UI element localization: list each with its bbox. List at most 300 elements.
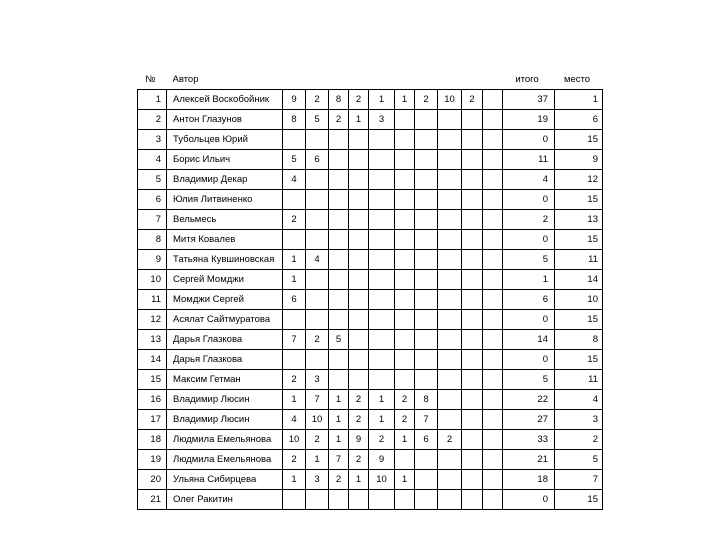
score-cell bbox=[415, 250, 438, 270]
score-cell bbox=[306, 310, 329, 330]
place-cell: 15 bbox=[555, 230, 603, 250]
score-cell bbox=[329, 230, 349, 250]
score-cell bbox=[438, 130, 462, 150]
score-cell: 7 bbox=[329, 450, 349, 470]
score-cell bbox=[415, 170, 438, 190]
score-cell: 2 bbox=[369, 430, 395, 450]
score-cell bbox=[462, 290, 483, 310]
score-cell bbox=[349, 230, 369, 250]
table-row bbox=[138, 130, 603, 150]
score-cell bbox=[395, 250, 415, 270]
header-scores-blank bbox=[283, 70, 503, 90]
score-cell bbox=[395, 450, 415, 470]
place-cell: 8 bbox=[555, 330, 603, 350]
score-cell: 2 bbox=[349, 410, 369, 430]
place-cell: 11 bbox=[555, 250, 603, 270]
place-cell: 15 bbox=[555, 310, 603, 330]
score-cell bbox=[369, 250, 395, 270]
score-cell bbox=[415, 270, 438, 290]
author-name: Сергей Момджи bbox=[167, 270, 283, 290]
score-cell bbox=[462, 390, 483, 410]
score-cell bbox=[395, 370, 415, 390]
score-cell bbox=[438, 210, 462, 230]
score-cell bbox=[483, 270, 503, 290]
table-body bbox=[138, 90, 603, 510]
score-cell bbox=[438, 350, 462, 370]
score-cell: 1 bbox=[329, 410, 349, 430]
total-cell: 4 bbox=[503, 170, 555, 190]
score-cell bbox=[283, 230, 306, 250]
score-cell: 1 bbox=[329, 430, 349, 450]
score-cell: 9 bbox=[369, 450, 395, 470]
score-cell bbox=[395, 190, 415, 210]
total-cell: 0 bbox=[503, 310, 555, 330]
score-cell bbox=[438, 490, 462, 510]
total-cell: 0 bbox=[503, 230, 555, 250]
score-cell: 2 bbox=[329, 470, 349, 490]
score-cell bbox=[483, 90, 503, 110]
score-cell: 7 bbox=[415, 410, 438, 430]
score-cell: 2 bbox=[283, 210, 306, 230]
score-cell bbox=[483, 190, 503, 210]
score-cell bbox=[349, 130, 369, 150]
score-cell bbox=[369, 230, 395, 250]
score-cell: 2 bbox=[329, 110, 349, 130]
place-cell: 15 bbox=[555, 490, 603, 510]
row-number: 18 bbox=[138, 430, 167, 450]
score-cell bbox=[483, 470, 503, 490]
score-cell bbox=[329, 290, 349, 310]
score-cell bbox=[438, 390, 462, 410]
score-cell: 7 bbox=[283, 330, 306, 350]
score-cell bbox=[462, 490, 483, 510]
score-cell bbox=[395, 230, 415, 250]
score-cell bbox=[483, 210, 503, 230]
row-number: 15 bbox=[138, 370, 167, 390]
total-cell: 2 bbox=[503, 210, 555, 230]
table-row bbox=[138, 490, 603, 510]
author-name: Владимир Декар bbox=[167, 170, 283, 190]
place-cell: 11 bbox=[555, 370, 603, 390]
score-cell bbox=[483, 290, 503, 310]
score-cell bbox=[329, 310, 349, 330]
row-number: 1 bbox=[138, 90, 167, 110]
place-cell: 15 bbox=[555, 350, 603, 370]
score-cell bbox=[483, 430, 503, 450]
total-cell: 5 bbox=[503, 250, 555, 270]
score-cell: 3 bbox=[369, 110, 395, 130]
row-number: 8 bbox=[138, 230, 167, 250]
score-cell bbox=[438, 270, 462, 290]
author-name: Алексей Воскобойник bbox=[167, 90, 283, 110]
score-cell: 7 bbox=[306, 390, 329, 410]
table-row bbox=[138, 350, 603, 370]
author-name: Юлия Литвиненко bbox=[167, 190, 283, 210]
score-cell bbox=[462, 430, 483, 450]
score-cell bbox=[462, 470, 483, 490]
score-cell bbox=[415, 290, 438, 310]
score-cell bbox=[483, 370, 503, 390]
score-cell: 2 bbox=[306, 330, 329, 350]
score-cell bbox=[415, 350, 438, 370]
row-number: 9 bbox=[138, 250, 167, 270]
table-row bbox=[138, 410, 603, 430]
author-name: Людмила Емельянова bbox=[167, 430, 283, 450]
score-cell: 2 bbox=[349, 90, 369, 110]
score-cell bbox=[283, 310, 306, 330]
score-cell bbox=[395, 110, 415, 130]
score-cell: 2 bbox=[283, 370, 306, 390]
score-cell bbox=[462, 250, 483, 270]
score-cell: 1 bbox=[349, 110, 369, 130]
score-cell bbox=[462, 190, 483, 210]
row-number: 5 bbox=[138, 170, 167, 190]
score-cell: 1 bbox=[283, 470, 306, 490]
row-number: 2 bbox=[138, 110, 167, 130]
score-cell: 2 bbox=[395, 410, 415, 430]
score-cell: 5 bbox=[306, 110, 329, 130]
score-cell bbox=[306, 290, 329, 310]
author-name: Максим Гетман bbox=[167, 370, 283, 390]
table-row bbox=[138, 250, 603, 270]
total-cell: 21 bbox=[503, 450, 555, 470]
table-row bbox=[138, 390, 603, 410]
table-row bbox=[138, 470, 603, 490]
score-cell bbox=[483, 450, 503, 470]
score-cell: 6 bbox=[306, 150, 329, 170]
score-cell bbox=[329, 490, 349, 510]
row-number: 6 bbox=[138, 190, 167, 210]
score-cell bbox=[438, 450, 462, 470]
place-cell: 2 bbox=[555, 430, 603, 450]
score-cell: 2 bbox=[349, 450, 369, 470]
score-cell bbox=[438, 470, 462, 490]
score-cell bbox=[349, 350, 369, 370]
total-cell: 0 bbox=[503, 190, 555, 210]
score-cell bbox=[462, 350, 483, 370]
score-cell bbox=[483, 350, 503, 370]
score-cell: 1 bbox=[283, 250, 306, 270]
score-cell: 1 bbox=[395, 430, 415, 450]
score-cell bbox=[438, 190, 462, 210]
place-cell: 10 bbox=[555, 290, 603, 310]
score-cell bbox=[438, 410, 462, 430]
score-cell bbox=[329, 270, 349, 290]
score-cell bbox=[395, 310, 415, 330]
score-cell: 8 bbox=[283, 110, 306, 130]
score-cell: 1 bbox=[349, 470, 369, 490]
row-number: 4 bbox=[138, 150, 167, 170]
score-cell: 8 bbox=[329, 90, 349, 110]
score-cell bbox=[329, 210, 349, 230]
author-name: Владимир Люсин bbox=[167, 390, 283, 410]
total-cell: 19 bbox=[503, 110, 555, 130]
score-cell bbox=[483, 150, 503, 170]
table-row bbox=[138, 210, 603, 230]
table-row bbox=[138, 190, 603, 210]
score-cell bbox=[395, 210, 415, 230]
score-cell bbox=[438, 110, 462, 130]
score-cell bbox=[369, 150, 395, 170]
score-cell bbox=[349, 290, 369, 310]
score-cell bbox=[415, 110, 438, 130]
score-cell bbox=[415, 330, 438, 350]
score-cell: 9 bbox=[349, 430, 369, 450]
score-cell bbox=[462, 170, 483, 190]
author-name: Момджи Сергей bbox=[167, 290, 283, 310]
score-cell bbox=[438, 330, 462, 350]
score-cell: 10 bbox=[369, 470, 395, 490]
total-cell: 18 bbox=[503, 470, 555, 490]
score-cell: 9 bbox=[283, 90, 306, 110]
score-cell bbox=[349, 250, 369, 270]
total-cell: 27 bbox=[503, 410, 555, 430]
score-cell bbox=[306, 230, 329, 250]
total-cell: 33 bbox=[503, 430, 555, 450]
score-cell: 10 bbox=[306, 410, 329, 430]
score-cell bbox=[369, 370, 395, 390]
score-cell bbox=[283, 130, 306, 150]
score-cell: 2 bbox=[283, 450, 306, 470]
score-cell: 6 bbox=[283, 290, 306, 310]
place-cell: 5 bbox=[555, 450, 603, 470]
score-cell: 2 bbox=[306, 90, 329, 110]
score-cell bbox=[369, 170, 395, 190]
score-cell bbox=[395, 130, 415, 150]
score-cell bbox=[395, 490, 415, 510]
score-cell bbox=[415, 130, 438, 150]
table-row bbox=[138, 370, 603, 390]
score-cell bbox=[395, 270, 415, 290]
author-name: Асялат Сайтмуратова bbox=[167, 310, 283, 330]
score-cell bbox=[462, 370, 483, 390]
score-cell bbox=[349, 150, 369, 170]
row-number: 3 bbox=[138, 130, 167, 150]
score-cell: 3 bbox=[306, 370, 329, 390]
score-cell: 1 bbox=[369, 390, 395, 410]
score-cell bbox=[306, 490, 329, 510]
total-cell: 11 bbox=[503, 150, 555, 170]
score-cell bbox=[329, 150, 349, 170]
author-name: Ульяна Сибирцева bbox=[167, 470, 283, 490]
total-cell: 37 bbox=[503, 90, 555, 110]
score-cell: 3 bbox=[306, 470, 329, 490]
score-cell: 2 bbox=[462, 90, 483, 110]
score-cell bbox=[329, 350, 349, 370]
table-row bbox=[138, 150, 603, 170]
row-number: 13 bbox=[138, 330, 167, 350]
score-cell: 2 bbox=[395, 390, 415, 410]
score-cell bbox=[349, 310, 369, 330]
total-cell: 5 bbox=[503, 370, 555, 390]
score-cell bbox=[369, 350, 395, 370]
table-row bbox=[138, 270, 603, 290]
table-row bbox=[138, 450, 603, 470]
author-name: Татьяна Кувшиновская bbox=[167, 250, 283, 270]
row-number: 11 bbox=[138, 290, 167, 310]
score-cell: 2 bbox=[415, 90, 438, 110]
author-name: Людмила Емельянова bbox=[167, 450, 283, 470]
total-cell: 6 bbox=[503, 290, 555, 310]
score-cell bbox=[438, 290, 462, 310]
score-cell bbox=[462, 330, 483, 350]
score-cell: 2 bbox=[438, 430, 462, 450]
table-header bbox=[138, 70, 603, 90]
table-row bbox=[138, 310, 603, 330]
score-cell bbox=[415, 190, 438, 210]
score-cell bbox=[395, 150, 415, 170]
score-cell bbox=[415, 230, 438, 250]
author-name: Владимир Люсин bbox=[167, 410, 283, 430]
score-cell bbox=[329, 130, 349, 150]
score-cell bbox=[283, 490, 306, 510]
place-cell: 7 bbox=[555, 470, 603, 490]
author-name: Борис Ильич bbox=[167, 150, 283, 170]
score-cell bbox=[438, 230, 462, 250]
score-cell bbox=[306, 350, 329, 370]
score-cell bbox=[438, 170, 462, 190]
score-cell bbox=[349, 270, 369, 290]
score-sheet bbox=[137, 70, 603, 510]
author-name: Тубольцев Юрий bbox=[167, 130, 283, 150]
score-cell bbox=[306, 190, 329, 210]
score-cell bbox=[483, 490, 503, 510]
score-cell bbox=[483, 110, 503, 130]
score-cell bbox=[483, 410, 503, 430]
row-number: 20 bbox=[138, 470, 167, 490]
score-cell bbox=[415, 470, 438, 490]
author-name: Вельмесь bbox=[167, 210, 283, 230]
score-cell bbox=[483, 330, 503, 350]
score-cell: 1 bbox=[306, 450, 329, 470]
score-cell bbox=[395, 330, 415, 350]
score-cell bbox=[283, 350, 306, 370]
score-cell bbox=[483, 390, 503, 410]
author-name: Олег Ракитин bbox=[167, 490, 283, 510]
score-cell bbox=[283, 190, 306, 210]
row-number: 7 bbox=[138, 210, 167, 230]
score-cell bbox=[462, 210, 483, 230]
place-cell: 13 bbox=[555, 210, 603, 230]
row-number: 14 bbox=[138, 350, 167, 370]
score-cell bbox=[438, 150, 462, 170]
score-cell bbox=[349, 490, 369, 510]
score-cell bbox=[438, 250, 462, 270]
score-cell: 2 bbox=[349, 390, 369, 410]
row-number: 12 bbox=[138, 310, 167, 330]
total-cell: 0 bbox=[503, 130, 555, 150]
score-cell bbox=[395, 290, 415, 310]
table-row bbox=[138, 330, 603, 350]
score-cell bbox=[395, 170, 415, 190]
place-cell: 3 bbox=[555, 410, 603, 430]
score-cell bbox=[415, 210, 438, 230]
score-cell bbox=[349, 330, 369, 350]
score-cell bbox=[306, 270, 329, 290]
score-cell: 4 bbox=[283, 170, 306, 190]
score-cell bbox=[349, 210, 369, 230]
score-cell bbox=[329, 370, 349, 390]
score-cell: 1 bbox=[369, 90, 395, 110]
score-cell bbox=[306, 170, 329, 190]
score-cell: 1 bbox=[395, 90, 415, 110]
score-cell: 10 bbox=[438, 90, 462, 110]
score-cell bbox=[415, 370, 438, 390]
score-cell bbox=[369, 310, 395, 330]
score-cell bbox=[483, 250, 503, 270]
score-cell bbox=[369, 490, 395, 510]
place-cell: 15 bbox=[555, 190, 603, 210]
score-cell: 10 bbox=[283, 430, 306, 450]
table-row bbox=[138, 290, 603, 310]
score-cell bbox=[306, 130, 329, 150]
score-cell bbox=[462, 450, 483, 470]
score-cell bbox=[483, 130, 503, 150]
score-cell bbox=[349, 370, 369, 390]
score-cell bbox=[483, 310, 503, 330]
author-name: Митя Ковалев bbox=[167, 230, 283, 250]
score-cell: 1 bbox=[369, 410, 395, 430]
score-cell: 1 bbox=[283, 390, 306, 410]
score-cell: 1 bbox=[283, 270, 306, 290]
score-cell: 1 bbox=[395, 470, 415, 490]
scores-table bbox=[137, 70, 603, 510]
score-cell bbox=[369, 330, 395, 350]
row-number: 17 bbox=[138, 410, 167, 430]
score-cell bbox=[438, 310, 462, 330]
score-cell: 1 bbox=[329, 390, 349, 410]
score-cell bbox=[415, 310, 438, 330]
score-cell bbox=[415, 150, 438, 170]
score-cell bbox=[415, 450, 438, 470]
score-cell bbox=[438, 370, 462, 390]
place-cell: 15 bbox=[555, 130, 603, 150]
author-name: Антон Глазунов bbox=[167, 110, 283, 130]
place-cell: 6 bbox=[555, 110, 603, 130]
score-cell bbox=[483, 170, 503, 190]
score-cell: 4 bbox=[283, 410, 306, 430]
score-cell: 4 bbox=[306, 250, 329, 270]
table-row bbox=[138, 230, 603, 250]
score-cell: 2 bbox=[306, 430, 329, 450]
score-cell: 6 bbox=[415, 430, 438, 450]
place-cell: 14 bbox=[555, 270, 603, 290]
score-cell: 5 bbox=[329, 330, 349, 350]
total-cell: 14 bbox=[503, 330, 555, 350]
row-number: 10 bbox=[138, 270, 167, 290]
score-cell bbox=[483, 230, 503, 250]
score-cell bbox=[462, 110, 483, 130]
score-cell bbox=[395, 350, 415, 370]
score-cell bbox=[329, 190, 349, 210]
score-cell bbox=[369, 190, 395, 210]
score-cell bbox=[415, 490, 438, 510]
score-cell bbox=[349, 170, 369, 190]
score-cell bbox=[306, 210, 329, 230]
score-cell bbox=[369, 130, 395, 150]
total-cell: 0 bbox=[503, 490, 555, 510]
total-cell: 1 bbox=[503, 270, 555, 290]
score-cell bbox=[462, 230, 483, 250]
author-name: Дарья Глазкова bbox=[167, 350, 283, 370]
header-number: № bbox=[145, 74, 156, 85]
score-cell bbox=[369, 290, 395, 310]
place-cell: 9 bbox=[555, 150, 603, 170]
row-number: 16 bbox=[138, 390, 167, 410]
score-cell bbox=[329, 250, 349, 270]
table-row bbox=[138, 170, 603, 190]
total-cell: 0 bbox=[503, 350, 555, 370]
